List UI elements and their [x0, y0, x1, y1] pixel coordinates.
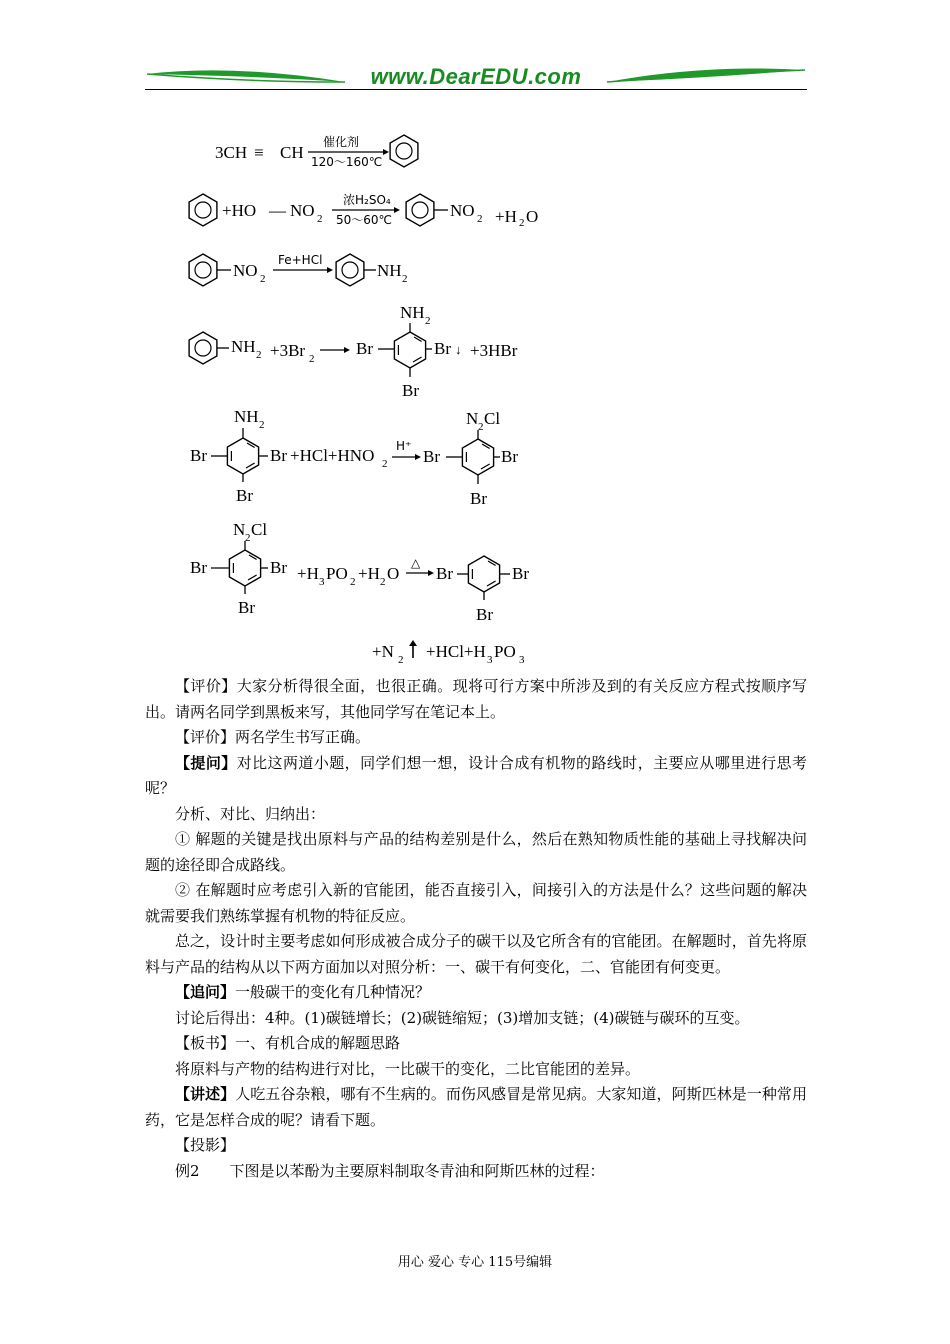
r2-dash: —: [269, 201, 286, 220]
svg-text:2: 2: [260, 273, 266, 285]
benzene-ring-5: [336, 254, 364, 286]
r3-no2: NO: [233, 261, 258, 280]
paragraph-point-2: ② 在解题时应考虑引入新的官能团，能否直接引入，间接引入的方法是什么？这些问题的解决就需要我们熟练掌握有机物的特征反应。: [145, 881, 807, 925]
r1-catalyst: 催化剂: [323, 135, 360, 149]
tag-question: 【提问】: [175, 753, 237, 772]
r5-prod-bottom: Br: [470, 489, 487, 508]
r3-nh2: NH: [377, 261, 402, 280]
r5-prod-right: Br: [501, 447, 518, 466]
r2-reagent: +HO: [222, 201, 257, 220]
r6b-rest: +HCl+H: [426, 642, 486, 661]
paragraph-example-2: 例2 下图是以苯酚为主要原料制取冬青油和阿斯匹林的过程：: [175, 1161, 605, 1180]
tag-evaluation-2: 【评价】: [175, 728, 236, 746]
svg-text:PO: PO: [494, 642, 516, 661]
tribromo-ring-5: [468, 556, 499, 592]
r6-top: N: [233, 520, 246, 539]
svg-text:PO: PO: [326, 564, 348, 583]
r4-br-bottom: Br: [402, 381, 419, 400]
lesson-text: [145, 674, 807, 1184]
r4-hbr: +3HBr: [470, 341, 518, 360]
r5-cond: H⁺: [396, 439, 412, 453]
r1-right: CH: [280, 143, 304, 162]
svg-text:O: O: [526, 207, 539, 226]
r2-cond-top: 浓H₂SO₄: [343, 193, 391, 207]
r4-br-right: Br: [434, 339, 451, 358]
r6-br-right: Br: [270, 558, 287, 577]
r2-cond-bottom: 50～60℃: [336, 213, 393, 227]
svg-text:3: 3: [487, 654, 493, 666]
tribromo-ring-2: [227, 438, 258, 474]
svg-text:2: 2: [519, 217, 525, 229]
paragraph-summary: 总之，设计时主要考虑如何形成被合成分子的碳干以及它所含有的官能团。在解题时，首先将原料与产品的结构从以下两方面加以对照分析：一、碳干有何变化，二、官能团有何变更。: [145, 932, 807, 976]
paragraph-projection: 【投影】: [175, 1136, 236, 1154]
benzene-ring-4: [189, 254, 217, 286]
r5-reagent: +HCl+HNO: [290, 446, 375, 465]
paragraph-analysis: 分析、对比、归纳出：: [175, 804, 326, 823]
paragraph-followup: 【追问】一般碳干的变化有几种情况？: [175, 983, 431, 1001]
svg-text:2: 2: [382, 458, 388, 470]
reaction-5: [190, 407, 518, 508]
r4-br-left: Br: [356, 339, 373, 358]
r2-water: +H: [495, 207, 517, 226]
svg-text:3: 3: [519, 654, 525, 666]
svg-text:2: 2: [350, 576, 356, 588]
svg-text:2: 2: [398, 654, 404, 666]
paragraph-evaluation-1: 【评价】大家分析得很全面，也很正确。现将可行方案中所涉及到的有关反应方程式按顺序写出。请两名同学到黑板来写，其他同学写在笔记本上。: [145, 677, 807, 721]
svg-text:2: 2: [317, 213, 323, 225]
r4-top-nh2: NH: [400, 303, 425, 322]
r1-triple-bond: ≡: [254, 143, 264, 162]
tribromo-ring-3: [462, 439, 493, 475]
reaction-4: [189, 303, 518, 400]
svg-text:3: 3: [319, 576, 325, 588]
svg-text:O: O: [387, 564, 400, 583]
r6-br-left: Br: [190, 558, 207, 577]
svg-text:Cl: Cl: [251, 520, 268, 539]
svg-text:2: 2: [380, 576, 386, 588]
reaction-6-continued: [372, 640, 525, 666]
tribromo-ring-4: [229, 550, 260, 586]
svg-text:2: 2: [477, 213, 483, 225]
svg-text:Cl: Cl: [484, 409, 501, 428]
r5-top: NH: [234, 407, 259, 426]
r6-reagent: +H: [297, 564, 319, 583]
r1-left: 3CH: [215, 143, 248, 162]
tag-followup: 【追问】: [175, 983, 236, 1001]
r6-prod-bottom: Br: [476, 605, 493, 624]
r6b-n2: +N: [372, 642, 394, 661]
benzene-ring-6: [189, 332, 217, 364]
svg-text:+H: +H: [358, 564, 380, 583]
svg-text:2: 2: [256, 349, 262, 361]
r5-br-bottom: Br: [236, 486, 253, 505]
r6-prod-right: Br: [512, 564, 529, 583]
paragraph-question: 【提问】对比这两道小题，同学们想一想，设计合成有机物的路线时，主要应从哪里进行思考呢？: [145, 753, 807, 797]
benzene-ring-2: [189, 194, 217, 226]
svg-text:2: 2: [259, 419, 265, 431]
r5-br-left: Br: [190, 446, 207, 465]
r5-br-right: Br: [270, 446, 287, 465]
r4-reagent: +3Br: [270, 341, 306, 360]
tribromo-ring-1: [394, 332, 425, 368]
r2-no2: NO: [290, 201, 315, 220]
benzene-ring-1: [390, 135, 418, 167]
svg-text:↓: ↓: [455, 342, 462, 357]
svg-text:2: 2: [245, 532, 251, 544]
svg-text:2: 2: [478, 421, 484, 433]
page-footer: 用心 爱心 专心 115号编辑: [397, 1255, 553, 1270]
r6-br-bottom: Br: [238, 598, 255, 617]
r3-cond: Fe+HCl: [278, 253, 323, 267]
paragraph-discussion: 讨论后得出：4种。(1)碳链增长；(2)碳链缩短；(3)增加支链；(4)碳链与碳环的互变。: [175, 1008, 750, 1027]
reaction-scheme: [0, 0, 950, 670]
paragraph-board: 【板书】一、有机合成的解题思路: [175, 1034, 401, 1052]
svg-text:2: 2: [309, 353, 315, 365]
paragraph-narration: 【讲述】人吃五谷杂粮，哪有不生病的。而伤风感冒是常见病。大家知道，阿斯匹林是一种常用药，它是怎样合成的呢？请看下题。: [145, 1085, 807, 1129]
reaction-1: [215, 134, 418, 169]
paragraph-evaluation-2: 【评价】两名学生书写正确。: [175, 728, 371, 746]
site-logo-text: www.DearEDU.com: [370, 64, 582, 89]
paragraph-compare: 将原料与产物的结构进行对比，一比碳干的变化，二比官能团的差异。: [175, 1059, 641, 1078]
svg-text:2: 2: [425, 315, 431, 327]
svg-text:2: 2: [402, 273, 408, 285]
r6-prod-left: Br: [436, 564, 453, 583]
r1-temp: 120～160℃: [311, 155, 383, 169]
r5-prod-left: Br: [423, 447, 440, 466]
reaction-2: [189, 193, 538, 229]
paragraph-point-1: ① 解题的关键是找出原料与产品的结构差别是什么，然后在熟知物质性能的基础上寻找解决问题的途径即合成路线。: [145, 830, 807, 874]
tag-narration: 【讲述】: [175, 1085, 236, 1103]
r5-prod-top: N: [466, 409, 479, 428]
benzene-ring-3: [406, 194, 434, 226]
r6-cond: △: [411, 556, 421, 570]
reaction-6: [190, 520, 529, 624]
r4-nh2: NH: [231, 337, 256, 356]
r2-product-no2: NO: [450, 201, 475, 220]
reaction-3: [189, 253, 407, 286]
tag-board: 【板书】: [175, 1034, 236, 1052]
tag-evaluation: 【评价】: [175, 677, 237, 695]
